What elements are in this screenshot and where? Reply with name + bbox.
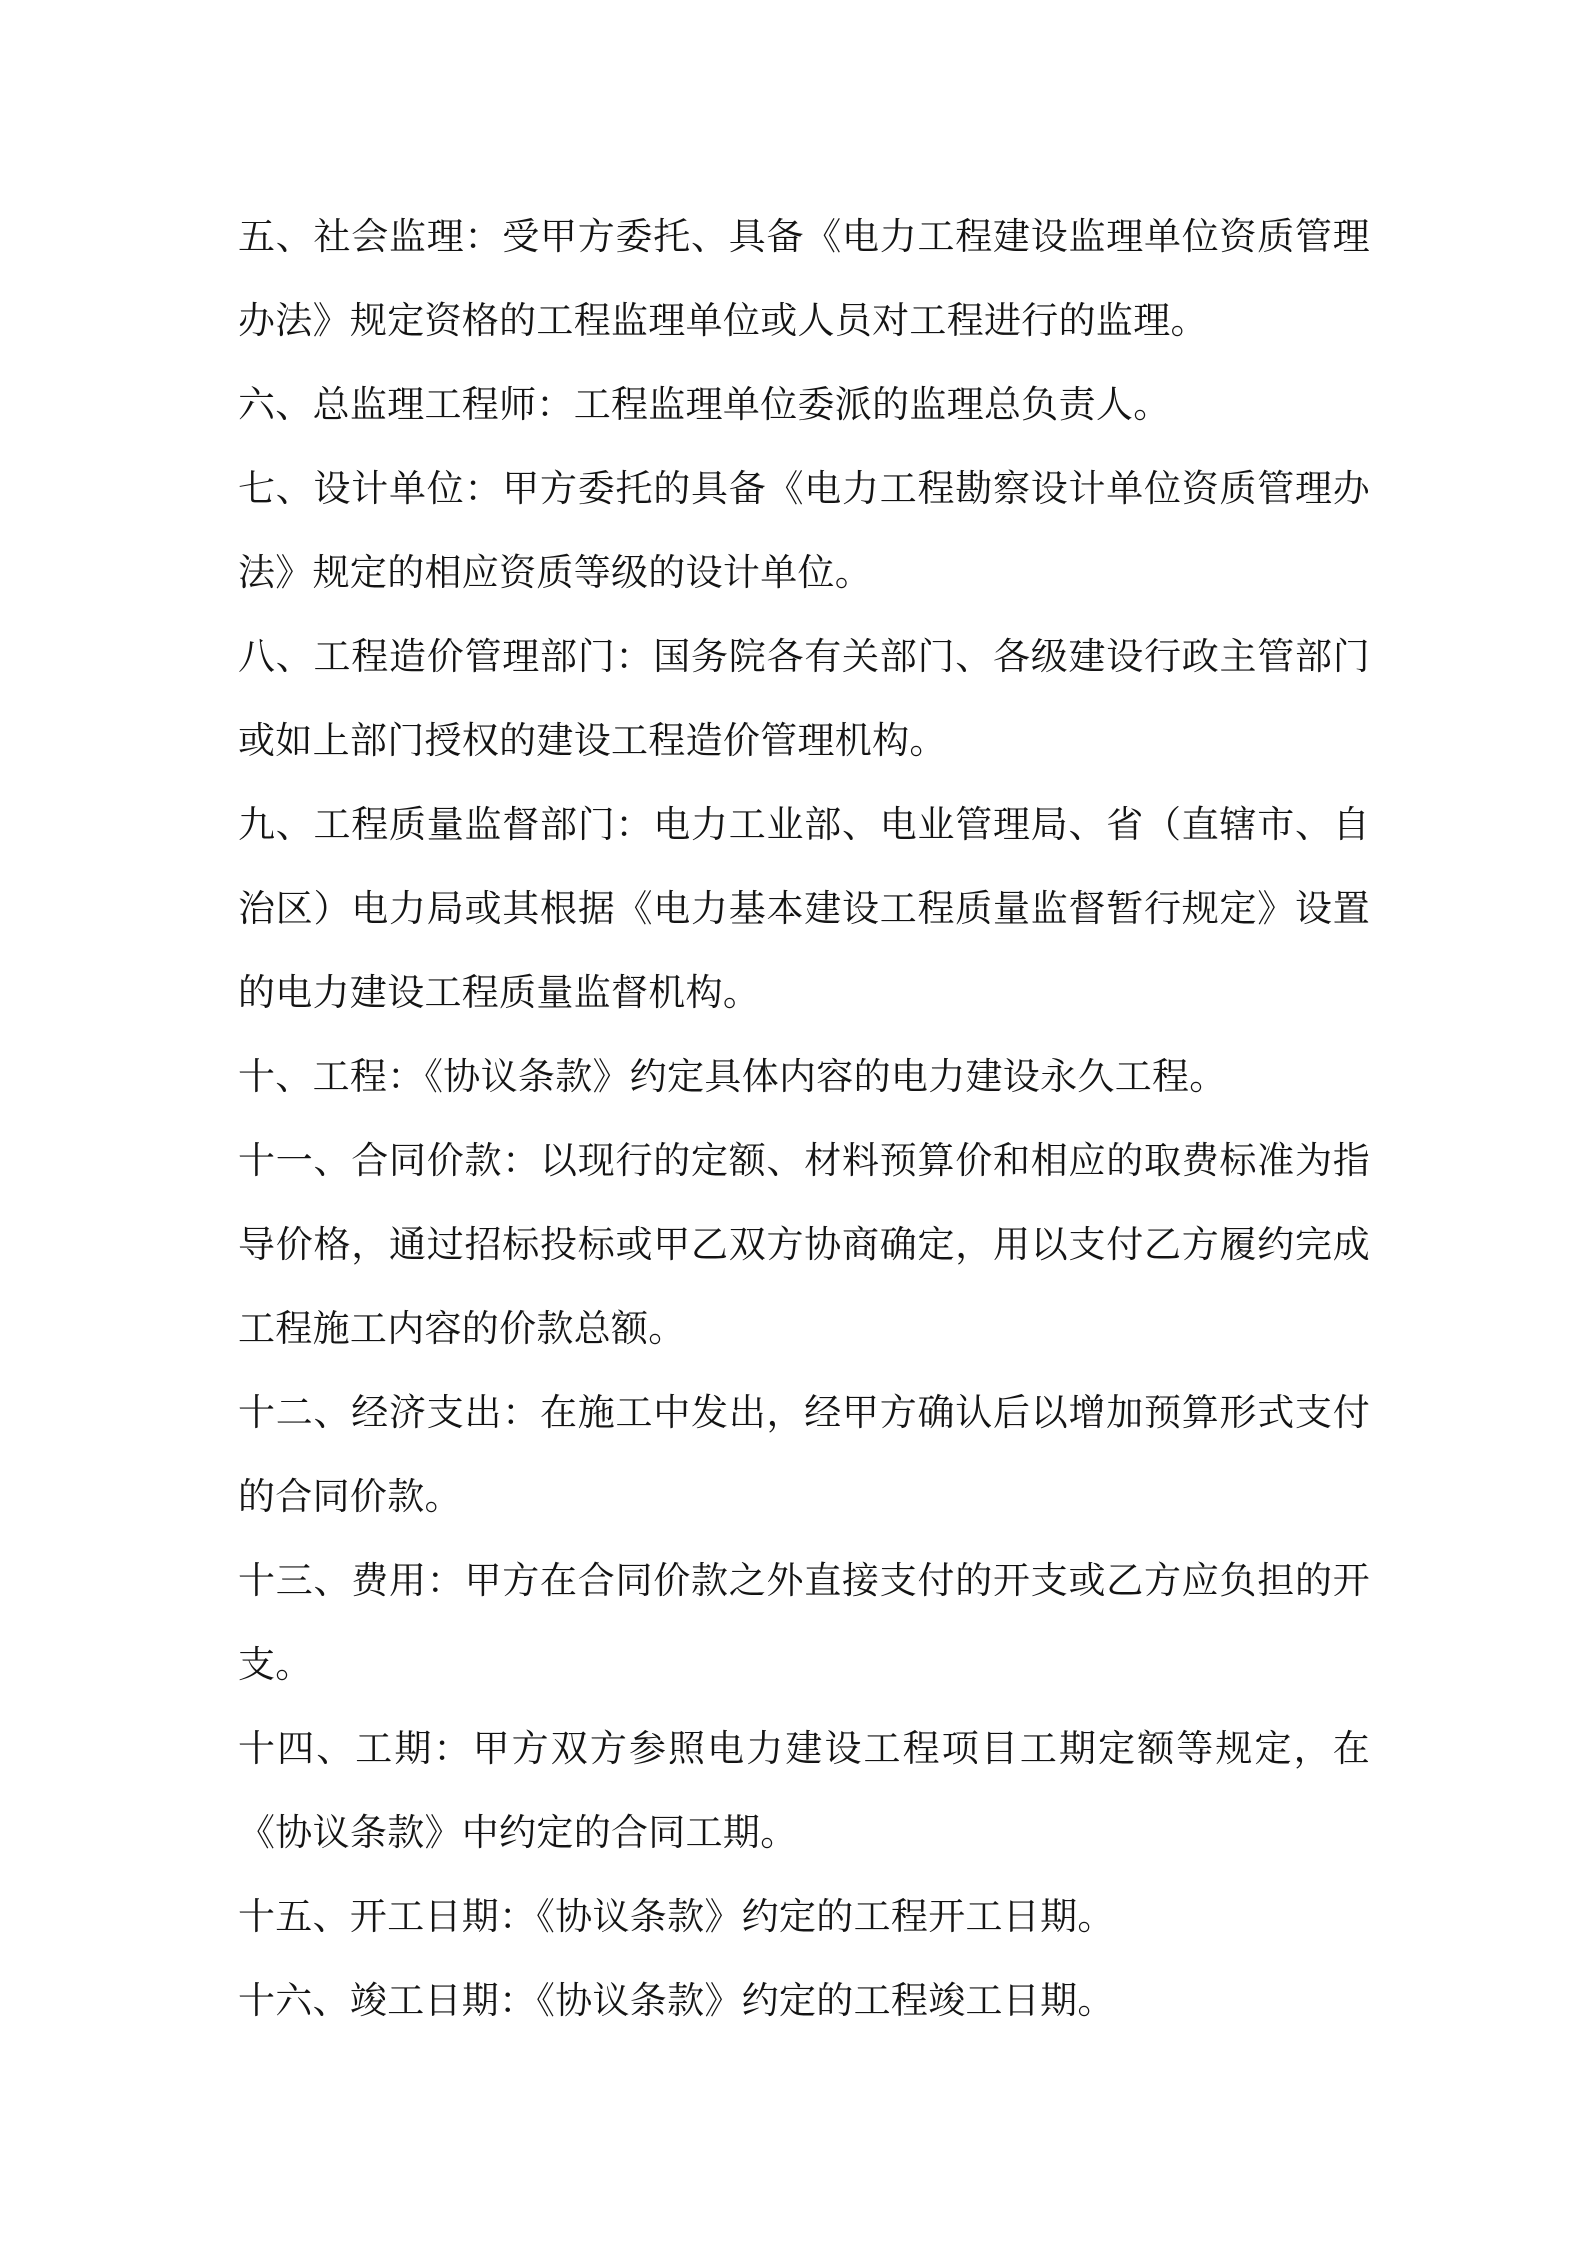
- clause-14: 十四、工期：甲方双方参照电力建设工程项目工期定额等规定，在《协议条款》中约定的合同工期。: [238, 1727, 1370, 1854]
- clause-15: 十五、开工日期：《协议条款》约定的工程开工日期。: [238, 1895, 1115, 1938]
- document-body: [238, 195, 1370, 2043]
- clause-8: 八、工程造价管理部门：国务院各有关部门、各级建设行政主管部门或如上部门授权的建设工程造价管理机构。: [238, 635, 1370, 762]
- clause-10: 十、工程：《协议条款》约定具体内容的电力建设永久工程。: [238, 1055, 1227, 1098]
- clause-9: 九、工程质量监督部门：电力工业部、电业管理局、省（直辖市、自治区）电力局或其根据《电力基本建设工程质量监督暂行规定》设置的电力建设工程质量监督机构。: [238, 803, 1370, 1014]
- clause-5: 五、社会监理：受甲方委托、具备《电力工程建设监理单位资质管理办法》规定资格的工程监理单位或人员对工程进行的监理。: [238, 215, 1370, 342]
- clause-11: 十一、合同价款：以现行的定额、材料预算价和相应的取费标准为指导价格，通过招标投标或甲乙双方协商确定，用以支付乙方履约完成工程施工内容的价款总额。: [238, 1139, 1370, 1350]
- clause-6: 六、总监理工程师：工程监理单位委派的监理总负责人。: [238, 383, 1171, 426]
- clause-13: 十三、费用：甲方在合同价款之外直接支付的开支或乙方应负担的开支。: [238, 1559, 1370, 1686]
- clause-12: 十二、经济支出：在施工中发出，经甲方确认后以增加预算形式支付的合同价款。: [238, 1391, 1370, 1518]
- clause-7: 七、设计单位：甲方委托的具备《电力工程勘察设计单位资质管理办法》规定的相应资质等级的设计单位。: [238, 467, 1370, 594]
- clause-16: 十六、竣工日期：《协议条款》约定的工程竣工日期。: [238, 1979, 1115, 2022]
